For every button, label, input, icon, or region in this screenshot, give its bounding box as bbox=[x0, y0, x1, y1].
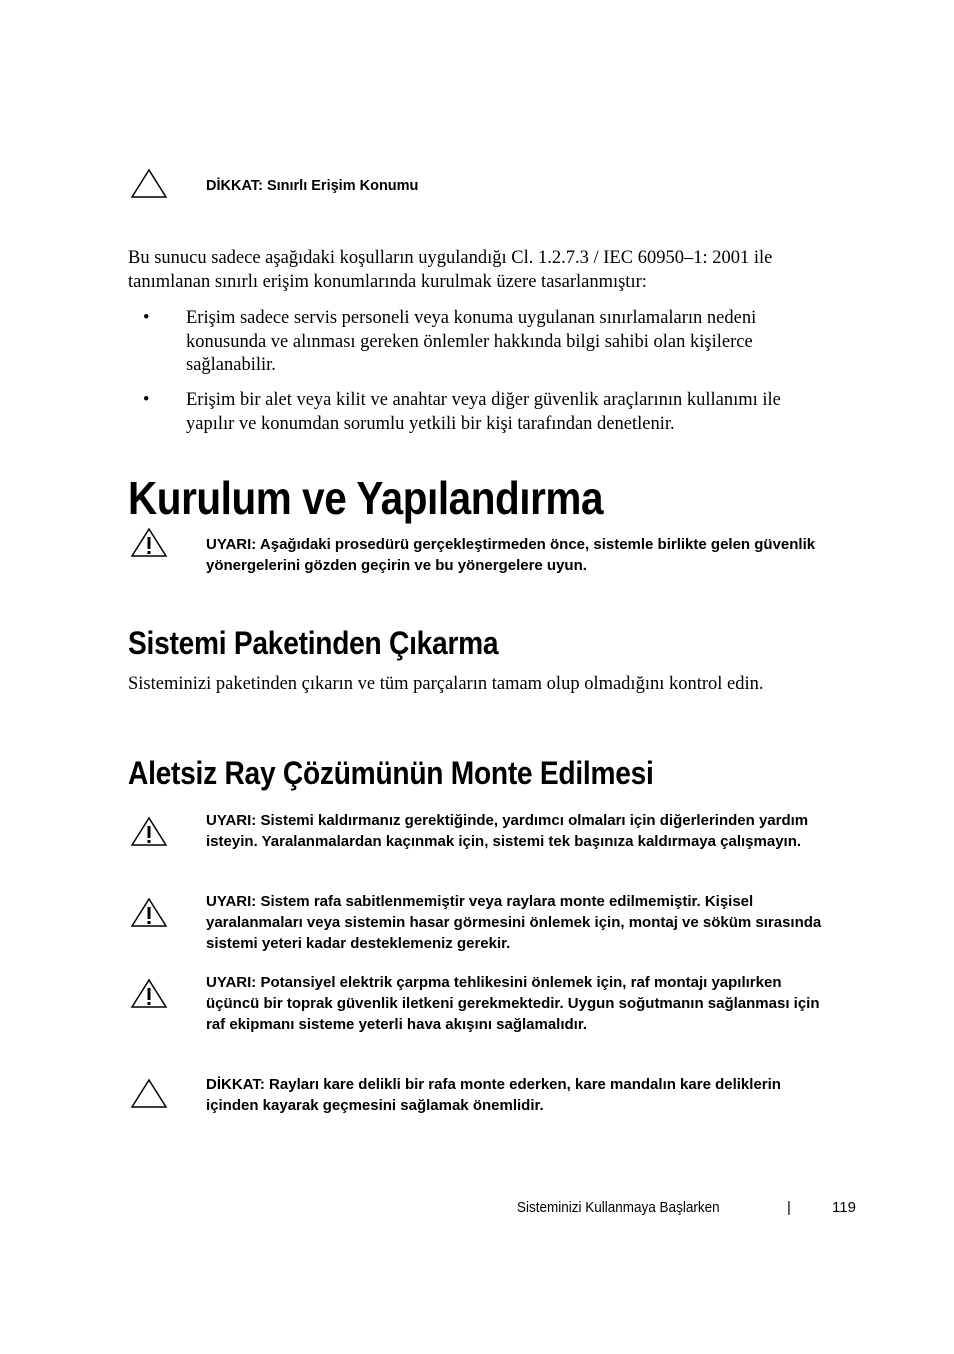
warning-icon bbox=[130, 816, 168, 848]
caution-notice bbox=[130, 168, 830, 200]
footer-separator: | bbox=[787, 1199, 791, 1216]
caution-notice bbox=[130, 1074, 830, 1116]
warning-text: UYARI: Sistem rafa sabitlenmemiştir veya raylara monte edilmemiştir. Kişisel yaralanmaları veya sistemin hasar görmesini önlemek için, montaj ve söküm sırasında sistemi yeteri kadar desteklemeniz gerekir. bbox=[206, 893, 822, 952]
section-title-rails: Aletsiz Ray Çözümünün Monte Edilmesi bbox=[128, 755, 654, 791]
list-item bbox=[143, 389, 843, 436]
bullet-symbol: • bbox=[143, 308, 150, 328]
list-item-text: Erişim bir alet veya kilit ve anahtar veya diğer güvenlik araçlarının kullanımı ile yapılır ve konumdan sorumlu yetkili bir kişi tarafından denetlenir. bbox=[186, 390, 781, 434]
warning-text: UYARI: Aşağıdaki prosedürü gerçekleştirmeden önce, sistemle birlikte gelen güvenlik yönergelerini gözden geçirin ve bu yönergelere uyun. bbox=[206, 536, 816, 574]
warning-notice bbox=[130, 891, 830, 954]
caution-text: DİKKAT: Sınırlı Erişim Konumu bbox=[206, 178, 419, 194]
unpack-paragraph: Sisteminizi paketinden çıkarın ve tüm parçaların tamam olup olmadığını kontrol edin. bbox=[128, 674, 764, 694]
list-item bbox=[143, 307, 843, 378]
footer-chapter-title: Sisteminizi Kullanmaya Başlarken bbox=[517, 1199, 720, 1216]
warning-text: UYARI: Sistemi kaldırmanız gerektiğinde, yardımcı olmaları için diğerlerinden yardım isteyin. Yaralanmalardan kaçınmak için, sistemi tek başınıza kaldırmaya çalışmayın. bbox=[206, 812, 809, 850]
list-item-text: Erişim sadece servis personeli veya konuma uygulanan sınırlamaların nedeni konusunda ve alınması gereken önlemler hakkında bilgi sahibi olan kişilerce sağlanabilir. bbox=[186, 308, 757, 375]
section-title-unpack: Sistemi Paketinden Çıkarma bbox=[128, 625, 499, 661]
warning-text: UYARI: Potansiyel elektrik çarpma tehlikesini önlemek için, raf montajı yapılırken üçüncü bir toprak güvenlik iletkeni gerekmektedir. Uygun soğutmanın sağlanması için raf ekipmanı sisteme yeterli hava akışını sağlamalıdır. bbox=[206, 974, 820, 1033]
bullet-symbol: • bbox=[143, 390, 150, 410]
warning-notice bbox=[130, 972, 830, 1035]
caution-icon bbox=[130, 168, 168, 200]
warning-notice bbox=[130, 810, 830, 852]
intro-paragraph: Bu sunucu sadece aşağıdaki koşulların uygulandığı Cl. 1.2.7.3 / IEC 60950–1: 2001 ile tanımlanan sınırlı erişim konumlarında kurulmak üzere tasarlanmıştır: bbox=[128, 248, 773, 292]
warning-notice bbox=[130, 527, 830, 576]
page-number: 119 bbox=[832, 1199, 856, 1216]
warning-icon bbox=[130, 897, 168, 929]
warning-icon bbox=[130, 527, 168, 559]
caution-text: DİKKAT: Rayları kare delikli bir rafa monte ederken, kare mandalın kare deliklerin içinden kayarak geçmesini sağlamak önemlidir. bbox=[206, 1076, 781, 1114]
caution-icon bbox=[130, 1078, 168, 1110]
warning-icon bbox=[130, 978, 168, 1010]
section-title-setup: Kurulum ve Yapılandırma bbox=[128, 472, 604, 524]
